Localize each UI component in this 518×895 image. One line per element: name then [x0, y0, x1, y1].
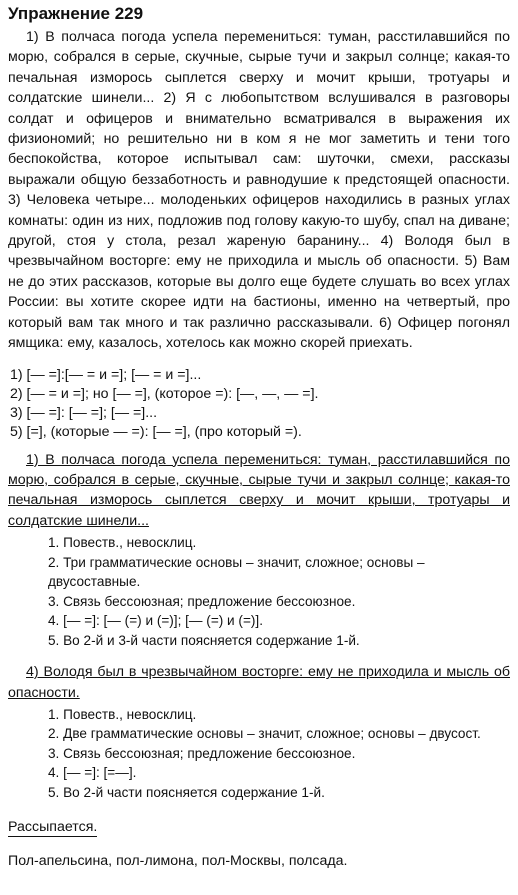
analysis-sentence: 4) Володя был в чрезвычайном восторге: ему не приходила и мысль об опасности. — [8, 664, 510, 701]
list-item: 2. Три грамматические основы – значит, сложное; основы – двусоставные. — [48, 554, 425, 590]
list-item: 4. [— =]: [— (=) и (=)]; [— (=) и (=)]. — [48, 613, 263, 629]
scheme-line: 3) [— =]: [— =]; [— =]... — [10, 404, 158, 421]
list-item: 5. Во 2-й и 3-й части поясняется содержание 1-й. — [48, 632, 360, 648]
exercise-text: 1) В полчаса погода успела перемениться: туман, расстилавшийся по морю, собрался в серые, скучные, сырые тучи и закрыл солнце; какая-то печальная изморось сыплется сверху и мочит крыши, тротуары и солдатские шинели... 2) Я с любопытством вслушивался в разговоры солдат и офицеров и внимательно всматривался в выражения их физиономий; но решительно ни в ком я не мог заметить и тени того беспокойства, которое испытывал сам: шуточки, смехи, рассказы выражали общую беззаботность и равнодушие к предстоящей опасности. 3) Человека четыре... молоденьких офицеров находились в разных углах комнаты: один из них, подложив под голову какую-то шубу, спал на диване; другой, стоя у стола, резал жареную баранину... 4) Володя был в чрезвычайном восторге: ему не приходила и мысль об опасности. 5) Вам не до этих рассказов, которые вы долго еще будете слушать во всех углах России: вы хотите скорее идти на бастионы, именно на четвертый, про который вам так много и так различно рассказывали. 6) Офицер погонял ямщика: ему, казалось, хотелось как можно скорей приехать. — [8, 29, 510, 352]
final-line: Пол-апельсина, пол-лимона, пол-Москвы, полсада. — [8, 853, 348, 870]
list-item: 1. Повеств., невосклиц. — [48, 535, 197, 551]
analysis-section-1 — [8, 450, 510, 651]
rassypaetsya-word: Рассыпается. — [8, 819, 98, 836]
analysis-list — [48, 705, 510, 803]
analysis-section-2 — [8, 662, 510, 802]
analysis-sentence: 1) В полчаса погода успела перемениться: туман, расстилавшийся по морю, собрался в серые, скучные, сырые тучи и закрыл солнце; какая-то печальная изморось сыплется сверху и мочит крыши, тротуары и солдатские шинели... — [8, 451, 510, 529]
schemes-block — [10, 366, 510, 442]
list-item: 1. Повеств., невосклиц. — [48, 706, 197, 722]
scheme-line: 1) [— =]:[— = и =]; [— = и =]... — [10, 366, 202, 383]
list-item: 4. [— =]: [=—]. — [48, 765, 137, 781]
list-item: 5. Во 2-й части поясняется содержание 1-й. — [48, 784, 325, 800]
scheme-line: 5) [=], (которые — =): [— =], (про который =). — [10, 423, 302, 440]
list-item: 3. Связь бессоюзная; предложение бессоюзное. — [48, 593, 356, 609]
list-item: 3. Связь бессоюзная; предложение бессоюзное. — [48, 745, 356, 761]
list-item: 2. Две грамматические основы – значит, сложное; основы – двусост. — [48, 726, 481, 742]
analysis-list — [48, 533, 510, 650]
scheme-line: 2) [— = и =]; но [— =], (которое =): [—, —, — =]. — [10, 385, 319, 402]
exercise-title: Упражнение 229 — [8, 4, 144, 23]
